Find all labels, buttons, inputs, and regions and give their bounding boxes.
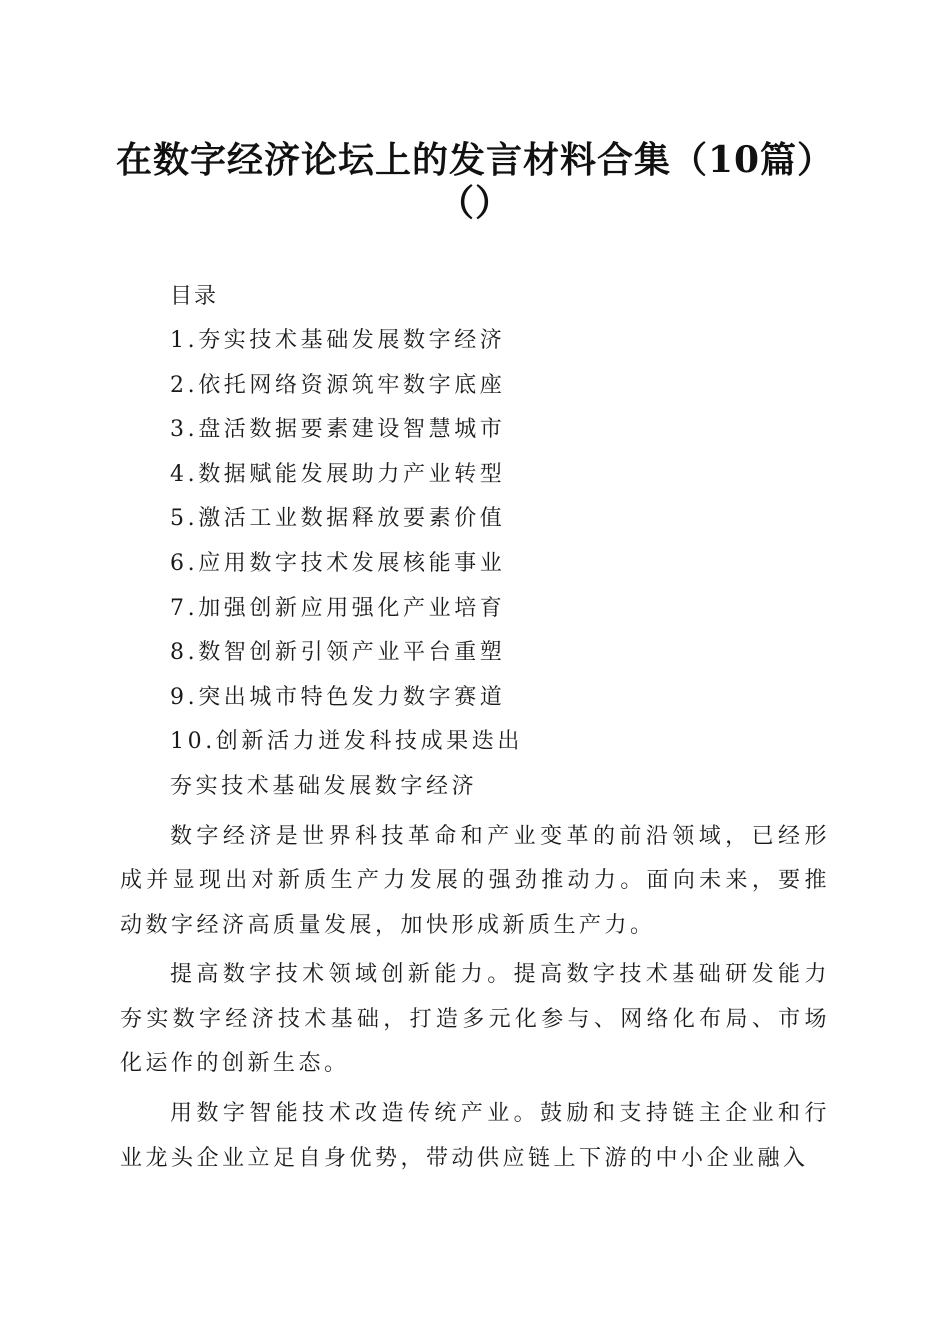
table-of-contents (170, 327, 523, 773)
toc-item-9: 9.突出城市特色发力数字赛道 (170, 684, 506, 710)
toc-item-7: 7.加强创新应用强化产业培育 (170, 595, 506, 621)
paragraph-3: 用数字智能技术改造传统产业。鼓励和支持链主企业和行业龙头企业立足自身优势，带动供应链上下游的中小企业融入 (120, 1101, 830, 1171)
toc-item-8: 8.数智创新引领产业平台重塑 (170, 640, 506, 666)
toc-item-2: 2.依托网络资源筑牢数字底座 (170, 372, 506, 398)
toc-heading: 目录 (170, 284, 219, 309)
toc-item-4: 4.数据赋能发展助力产业转型 (170, 461, 506, 487)
toc-item-3: 3.盘活数据要素建设智慧城市 (170, 417, 506, 443)
toc-item-5: 5.激活工业数据释放要素价值 (170, 506, 506, 532)
paragraph-1: 数字经济是世界科技革命和产业变革的前沿领域，已经形成并显现出对新质生产力发展的强劲推动力。面向未来，要推动数字经济高质量发展，加快形成新质生产力。 (120, 824, 830, 938)
body-text (120, 815, 830, 1187)
toc-item-6: 6.应用数字技术发展核能事业 (170, 550, 506, 576)
toc-item-1: 1.夯实技术基础发展数字经济 (170, 328, 506, 353)
document-title: 在数字经济论坛上的发言材料合集（10篇） (115, 139, 835, 181)
document-title-subline: （） (437, 182, 512, 224)
paragraph-2: 提高数字技术领域创新能力。提高数字技术基础研发能力夯实数字经济技术基础，打造多元化参与、网络化布局、市场化运作的创新生态。 (120, 962, 830, 1077)
section-title: 夯实技术基础发展数字经济 (170, 774, 478, 799)
toc-item-10: 10.创新活力迸发科技成果迭出 (170, 729, 523, 755)
